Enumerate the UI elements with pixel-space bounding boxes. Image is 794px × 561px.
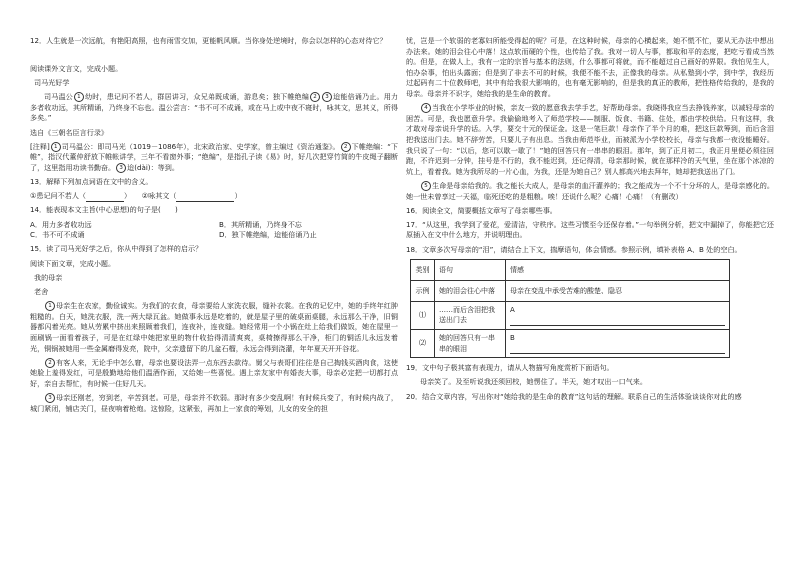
essay-paragraph-3: 3 母亲还刚老，穷到老，辛苦到老。可是，母亲并不软弱。那时有多少变乱啊！有时候兵变了，有时候内战了，城门紧闭，铺店关门，昼夜响着枪炮。这惊险，这紧张，再加上一家食的筹划，儿女的安全的担 — [30, 393, 398, 413]
q14-options — [30, 220, 398, 241]
table-row: ⑴ ……而后含泪把我送出门去 A — [411, 301, 730, 329]
note-marker-1: 1 — [74, 92, 84, 102]
left-column — [30, 36, 398, 418]
essay-paragraph-4: 4 当我在小学毕业的时候，亲友一致的愿意我去学手艺，好帮助母亲。我晓得我应当去挣钱养家，以减轻母亲的困苦。可是，我也愿意升学。我偷偷地考入了师范学校——制服、饭食、书籍、住处，都由学校供给。只有这样，我才敢对母亲说升学的话。入学，要交十元的保证金。这是一笔巨款！母亲作了半个月的难，把这巨款筹到，而后含泪把我送出门去。她不辞劳苦，只要儿子有出息。当我由师范毕业，而被派为小学校校长，母亲与我都一夜没能睡好。我只说了一句：“以后，您可以歇一歇了！”她的回答只有一串串的眼泪。那年，到了正月初二，我正月里便必须往回跑，不许迟到一分钟，挂号是不行的，我不能迟到，还记得清，母亲那时候，就在那样冷的天气里，坐在那个冰凉的炕上，看着我。她为我所尽的一片心血，为我，还是为她自己？别人都高兴地去拜年，她却把我送出了门。 — [406, 103, 774, 176]
q17: 17．“从这里，我学到了爱花，爱清洁，守秩序。这些习惯至今还保存着。”一句举例分析，把文中漏掉了，你能把它还原插入在文中什么地方，并说明理由。 — [406, 219, 774, 240]
q16: 16．阅读全文，简要概括文章写了母亲哪些事。 — [406, 205, 557, 215]
q18: 18．文章多次写母亲的“泪”，请结合上下文，揣摩语句，体会情感。参照示例，填补表格 A、B 处的空白。 — [406, 244, 742, 254]
answer-cell-a[interactable]: A — [506, 301, 730, 329]
reading2-intro: 阅读下面文章，完成小题。 — [30, 258, 116, 268]
source-note: 选自《三朝名臣言行录》 — [30, 127, 109, 137]
table-header-row: 类别 语句 情感 — [411, 259, 730, 280]
blank-1[interactable] — [86, 193, 124, 202]
essay-paragraph-3-cont: 忧，岂是一个软弱的老寡妇所能受得起的呢？可是，在这种时候，母亲的心横起来，她不慌不忙，要从无办法中想出办法来。她的泪会往心中落！这点软而硬的个性，也传给了我。我对一切人与事，都取和平的态度，把吃亏看成当然的。但是，在做人上，我有一定的宗旨与基本的法则，什么事都可将就，而不能超过自己画好的界限。我怕见生人，怕办杂事，怕出头露面；但是到了非去不可的时候，我便不能不去，正像我的母亲。从私塾到小学，到中学，我经历过起码有二十位教师吧，其中有给我很大影响的，也有毫无影响的，但是我的真正的教师，把性格传给我的，是我的母亲。母亲并不识字，她给我的是生命的教育。 — [406, 36, 774, 98]
essay-paragraph-2: 2 有客人来，无论手中怎么窘，母亲也要设法弄一点东西去款待。舅父与表哥们往往是自己掏钱买酒肉食，这使她脸上羞得发红，可是殷勤地给他们温酒作面，又给她一些喜悦。遇上亲友家中有婚丧大事，母亲必定把一切都打点好，亲自去帮忙，有时候一住好几天。 — [30, 357, 398, 388]
classical-title: 司马光好学 — [34, 77, 70, 87]
note-marker-3: 3 — [322, 92, 332, 102]
option-a[interactable]: A．用力多者收功远 — [30, 219, 92, 229]
reading1-intro: 阅读课外文言文，完成小题。 — [30, 63, 123, 73]
q13-items: ①患记问不若人（ ） ②咏其文（ ） — [30, 191, 242, 201]
table-row: ⑵ 她的回答只有一串串的眼泪 B — [411, 330, 730, 358]
classical-body: 司马温公 1 幼时，患记问不若人，群居讲习，众兄弟既成诵，游息矣；独下帷绝编 2 3 迨能倍诵乃止。用力多者收功远，其所精诵，乃终身不忘也。温公尝言：“书不可不成诵，或在马上或中夜不寝时，咏其文，思其义，所得多矣。” — [30, 92, 399, 123]
essay-paragraph-1: 1 母亲生在农家，勤俭诚实。为我们的衣食，母亲要给人家洗衣服，缝补衣裳。在我的记忆中，她的手终年红肿粗糙的。白天，她洗衣服，洗一两大绿瓦盆。她做事永远是吃着的，就是屋子里的破桌面桌腿，永远那么干净，旧铜器都闪着光亮。她从劳累中挤出来照顾着我们，连夜补，连夜缝。她经常用一个小锅在灶上给我们做饭，她在屋里一面刷锅一面看着孩子，可是在红绿中她把家里的物什收拾得清清爽爽，桌椅擦得那么干净，柜门的铜活儿永远发着光，铜锅被她用一些金属磨得发亮，院中，父亲遗留下的几盆石榴，永远会得到浇灌，年年夏天开开谷花。 — [30, 301, 398, 353]
q14: 14．能表现本文主旨(中心思想)的句子是( ) — [30, 205, 178, 215]
option-c[interactable]: C．书不可不成诵 — [30, 230, 85, 240]
option-b[interactable]: B．其所精诵，乃终身不忘 — [219, 219, 302, 229]
table-row: 示例 她的泪会往心中落 母亲在变乱中承受苦难的酸楚、隐忍 — [411, 280, 730, 301]
q19-quote: 母亲笑了。及至听说我还须回校，她愣住了。半天，她才叹出一口气来。 — [420, 377, 647, 387]
q20: 20．结合文章内容，写出你对“她给我的是生命的教育”这句话的理解。联系自己的生活体验谈谈你对此的感 — [406, 391, 742, 401]
right-column — [406, 36, 774, 406]
q13: 13．解释下列加点词语在文中的含义。 — [30, 177, 153, 187]
essay-title: 我的母亲 — [34, 272, 63, 282]
q15: 15．读了司马光好学之后，你从中得到了怎样的启示？ — [30, 244, 203, 254]
q19: 19．文中句子极其富有表现力，请从人物描写角度赏析下面语句。 — [406, 363, 614, 373]
answer-cell-b[interactable]: B — [506, 330, 730, 358]
notes: [注释] 1 司马温公：即司马光（1019－1086年），北宋政治家、史学家，曾主编过《资治通鉴》。 2 下帷绝编：“下帷”，指汉代董仲舒放下帷帐讲学，三年不看窗外事；“绝编”，是指孔子读《易》时，好几次把穿竹简的牛皮绳子翻断了，这里指用功读书勤奋。 3 迨(dài)：等到。 — [30, 141, 398, 172]
q12-prompt: 12．人生就是一次远航，有艳阳高照，也有雨雪交加，更能帆风顺。当你身处逆境时，你会以怎样的心态对待它？ — [30, 36, 387, 45]
note-marker-2: 2 — [310, 92, 320, 102]
option-d[interactable]: D．独下帷绝编，迨能倍诵乃止 — [219, 230, 317, 240]
blank-2[interactable] — [176, 193, 234, 202]
answer-space — [30, 50, 398, 60]
emotion-table — [410, 259, 730, 358]
essay-author: 老舍 — [34, 287, 49, 296]
essay-paragraph-5: 5 生命是母亲给我的。我之能长大成人，是母亲的血汗灌养的；我之能成为一个不十分坏的人，是母亲感化的。她一世未曾享过一天福，临死还吃的是粗粮。唉！还说什么呢？心痛！心痛！（有删改） — [406, 180, 774, 201]
